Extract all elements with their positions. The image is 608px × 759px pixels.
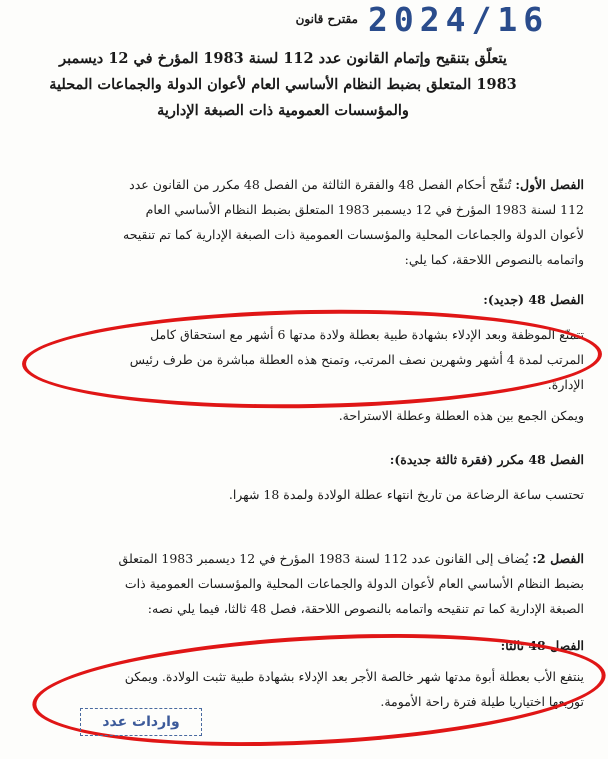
highlight-circle-paternity: [30, 621, 608, 759]
article-1: [29, 172, 584, 272]
article-2-line-1: يُضاف إلى القانون عدد 112 لسنة 1983 المؤرخ في 12 ديسمبر 1983 المتعلق: [118, 551, 529, 566]
article-1-line-4: واتمامه بالنصوص اللاحقة، كما يلي:: [404, 252, 584, 267]
section-48-ter-line-2: توزيعها اختياريا طيلة فترة راحة الأمومة.: [380, 694, 584, 709]
section-48-heading: الفصل 48 (جديد):: [483, 292, 584, 307]
article-2-line-3: الصبغة الإدارية كما تم تنقيحه واتمامه بالنصوص اللاحقة، فصل 48 ثالثا، فيما يلي نصه:: [147, 601, 584, 616]
section-48-line-4: ويمكن الجمع بين هذه العطلة وعطلة الاستراحة.: [338, 408, 584, 423]
section-48-line-3: الإدارة.: [547, 377, 584, 392]
section-48-ter-heading: الفصل 48 ثالثا:: [500, 638, 584, 653]
document-title: [8, 46, 558, 124]
title-line-1: يتعلّق بتنقيح وإتمام القانون عدد 112 لسنة 1983 المؤرخ في 12 ديسمبر: [59, 50, 507, 67]
section-48-line-2: المرتب لمدة 4 أشهر وشهرين نصف المرتب، وتمنح هذه العطلة مباشرة من طرف رئيس: [129, 352, 584, 367]
section-48-ter-line-1: ينتفع الأب بعطلة أبوة مدتها شهر خالصة الأجر بعد الإدلاء بشهادة طبية تثبت الولادة. ويمكن: [124, 669, 584, 684]
section-48-bis-body: [29, 482, 584, 507]
section-48-bis-line-1: تحتسب ساعة الرضاعة من تاريخ انتهاء عطلة الولادة ولمدة 18 شهرا.: [228, 487, 584, 502]
article-2: [29, 546, 584, 621]
article-1-line-2: 112 لسنة 1983 المؤرخ في 12 ديسمبر 1983 المتعلق بضبط النظام الأساسي العام: [145, 202, 584, 217]
document-number: 2024/16: [368, 0, 550, 39]
title-line-2: 1983 المتعلق بضبط النظام الأساسي العام لأعوان الدولة والجماعات المحلية: [49, 76, 517, 93]
title-line-3: والمؤسسات العمومية ذات الصبغة الإدارية: [157, 102, 409, 119]
article-1-label: الفصل الأول:: [515, 177, 584, 192]
article-2-label: الفصل 2:: [532, 551, 584, 566]
article-1-line-1: تُنقّح أحكام الفصل 48 والفقرة الثالثة من الفصل 48 مكرر من القانون عدد: [129, 177, 512, 192]
section-48-line-1: تتمتّع الموظفة وبعد الإدلاء بشهادة طبية بعطلة ولادة مدتها 6 أشهر مع استحقاق كامل: [150, 327, 584, 342]
incoming-mail-stamp: واردات عدد: [80, 708, 202, 736]
article-1-line-3: لأعوان الدولة والجماعات المحلية والمؤسسات العمومية ذات الصبغة الإدارية كما تم تنقيحه: [123, 227, 584, 242]
section-48-bis-heading: الفصل 48 مكرر (فقرة ثالثة جديدة):: [389, 452, 584, 467]
proposal-label: مقترح قانون: [295, 12, 358, 26]
article-2-line-2: بضبط النظام الأساسي العام لأعوان الدولة والجماعات المحلية والمؤسسات العمومية ذات: [124, 576, 584, 591]
